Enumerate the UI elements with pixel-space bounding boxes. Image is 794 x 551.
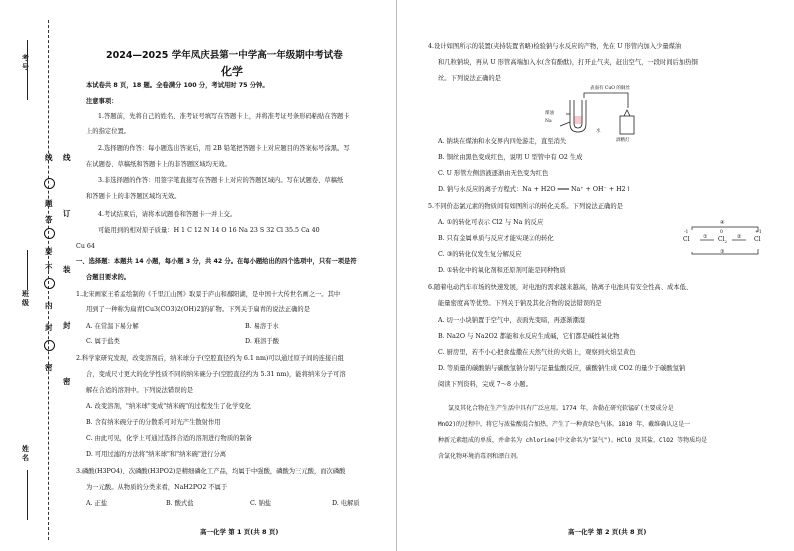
q2-option-c[interactable]: C. 由此可见，化学上可通过选择合适的溶剂进行物质的制备 — [86, 435, 253, 442]
seal-char: 密 — [45, 363, 53, 372]
note-line: 在试题卷、草稿纸和答题卡上的非答题区域均无效。 — [86, 161, 231, 168]
q1-option-d[interactable]: D. 难溶于酸 — [245, 338, 280, 345]
seal-char: 题 — [45, 199, 53, 208]
question-1-text: 用到了一种称为扁青[Cu3(CO3)2(OH)2]的矿物。下列关于扁青的说法正确的是 — [86, 306, 310, 313]
passage-line: MnO2)的过程中，将它与浓盐酸混合加热，产生了一种黄绿色气体。1810 年，戴维确认这是一 — [438, 421, 691, 428]
seal-char: 线 — [63, 153, 71, 162]
exam-info: 本试卷共 8 页，18 题。全卷满分 100 分，考试用时 75 分钟。 — [86, 82, 269, 89]
seal-char: 密 — [63, 377, 71, 386]
arrow-label-4: ④ — [720, 220, 725, 226]
xingming-label: 姓名 — [22, 445, 29, 462]
page-2-footer: 高一化学 第 2 页(共 8 页) — [568, 528, 647, 536]
species-cl-plus: Cl — [754, 236, 761, 243]
q4-option-c[interactable]: C. U 形管左侧溶液逐渐由无色变为红色 — [438, 170, 549, 177]
note-line: 1.答题前，先将自己的姓名、准考证号填写在答题卡上，并将准考证号条形码粘贴在答题卡 — [98, 113, 350, 120]
seal-char: 不 — [45, 263, 53, 272]
section-heading: 一、选择题：本题共 14 小题，每小题 3 分，共 42 分。在每小题给出的四个选项中，只有一项是符 — [76, 258, 357, 265]
oxidation-state-plus1: +1 — [755, 230, 762, 235]
q4-option-b[interactable]: B. 铜丝由黑色变成红色，说明 U 型管中有 O2 生成 — [438, 154, 583, 161]
note-line: 和答题卡上的非答题区域均无效。 — [86, 193, 181, 200]
kaohao-field[interactable] — [27, 40, 28, 100]
xingming-field[interactable] — [27, 470, 28, 520]
q3-option-d[interactable]: D. 电解质 — [332, 500, 360, 507]
seal-char: 要 — [45, 247, 53, 256]
seal-char: 内 — [45, 301, 53, 310]
seal-circle — [44, 278, 55, 289]
seal-char: 订 — [63, 209, 71, 218]
seal-circle — [44, 228, 55, 239]
q4-option-d[interactable]: D. 钠与水反应的离子方程式：Na + H2O ═══ Na⁺ + OH⁻ + H2↑ — [438, 186, 631, 193]
seal-char: 封 — [63, 321, 71, 330]
exam-title: 2024—2025 学年凤庆县第一中学高一年级期中考试卷 — [106, 50, 343, 61]
species-cl2: $Cl_2$ — [718, 236, 728, 245]
q3-option-b[interactable]: B. 酸式盐 — [166, 500, 194, 507]
seal-char: 答 — [45, 215, 53, 224]
passage-line: 种新元素组成的单质，并命名为 chlorine(中文命名为"氯气")。HClO 及其盐、ClO2 等物质均是 — [438, 437, 708, 444]
note-line: 2.选择题的作答：每小题选出答案后，用 2B 铅笔把答题卡上对应题目的答案标号涂黑。写 — [98, 145, 350, 152]
question-1-text: 1.北宋画家王希孟绘制的《千里江山图》取景于庐山和鄱阳湖，是中国十大传世名画之一。其中 — [76, 291, 341, 298]
kaohao-label: 考号 — [22, 54, 29, 71]
q6-option-c[interactable]: C. 厨房里，若不小心把食盐撒在天然气灶的火焰上，观察到火焰呈黄色 — [438, 349, 636, 356]
question-4-text: 和几粒钠块，再从 U 形管高端加入水(含有酚酞)，打开止气夹，赶出空气，一段时间后加热铜 — [438, 59, 698, 66]
q6-option-b[interactable]: B. Na2O 与 Na2O2 都能和水反应生成碱，它们都是碱性氧化物 — [438, 333, 620, 340]
arrow-label-2: ② — [737, 234, 742, 240]
q6-option-a[interactable]: A. 切一小块钠置于空气中，表面先变暗，再逐渐潮湿 — [438, 317, 586, 324]
passage-line: 氯及其化合物在生产生活中具有广泛应用。1774 年，舍勒在研究软锰矿(主要成分是 — [448, 405, 674, 412]
seal-circle — [44, 178, 55, 189]
seal-char: 线 — [45, 153, 53, 162]
figure-label-kerosene: 煤油 — [545, 111, 554, 116]
oxidation-state-minus1: -1 — [684, 230, 689, 235]
question-2-text: 解在合适的溶剂中。下列说法错误的是 — [86, 387, 194, 394]
subject-title: 化学 — [221, 65, 243, 78]
q5-option-b[interactable]: B. 只有金属单质与反应才能实现②的转化 — [438, 235, 554, 242]
question-4-text: 丝。下列说法正确的是 — [438, 75, 501, 82]
question-5-text: 5.不同价态氯元素的物质间有如图所示的转化关系。下列说法正确的是 — [428, 203, 623, 210]
arrow-label-3: ③ — [720, 249, 725, 255]
q3-option-c[interactable]: C. 钠盐 — [250, 500, 272, 507]
question-4-text: 4.设计如图所示的装置(夹持装置省略)检验钠与水反应的产物，先在 U 形管内加入少量煤油 — [428, 43, 682, 50]
question-3-text: 3.磷酸(H3PO4)、次磷酸(H3PO2)是精细磷化工产品，均属于中强酸，磷酸为三元酸，而次磷酸 — [76, 468, 346, 475]
figure-label-lamp: 酒精灯 — [616, 138, 630, 143]
note-line: 3.非选择题的作答：用签字笔直接写在答题卡上对应的答题区域内。写在试题卷、草稿纸 — [98, 177, 344, 184]
q1-option-a[interactable]: A. 在常温下易分解 — [86, 323, 139, 330]
banji-field[interactable] — [27, 250, 28, 290]
seal-char: 封 — [45, 323, 53, 332]
q1-option-b[interactable]: B. 易溶于水 — [245, 323, 279, 330]
q2-option-d[interactable]: D. 可用过滤的方法将"纳米球"和"纳米碗"进行分离 — [86, 451, 227, 458]
figure-label-na: Na — [545, 119, 552, 124]
passage-intro: 阅读下列资料，完成 7～8 小题。 — [438, 381, 532, 388]
q1-option-c[interactable]: C. 属于盐类 — [86, 338, 120, 345]
seal-char: 装 — [63, 265, 71, 274]
figure-label-copper: 表面有 CuO 的铜丝 — [590, 86, 630, 91]
apparatus-figure — [540, 88, 635, 138]
seal-circle — [44, 340, 55, 351]
q2-option-b[interactable]: B. 含有纳米碗分子的分散系可对光产生散射作用 — [86, 419, 221, 426]
figure-label-water: 水 — [596, 129, 601, 134]
passage-line: 含氯化物环境消毒剂和漂白剂。 — [438, 453, 523, 460]
question-2-text: 合，变成尺寸更大的化学性质不同的纳米碗分子(空腔直径约为 5.31 nm)，能将纳米分子可溶 — [86, 371, 346, 378]
question-6-text: 能量密度高等优势。下列关于钠及其化合物的说法错误的是 — [438, 300, 602, 307]
q5-option-d[interactable]: D. ①转化中的氧化剂和还原剂可能是同种物质 — [438, 267, 566, 274]
question-2-text: 2.科学家研究发现，改变溶剂后，纳米球分子(空腔直径约为 6.1 nm)可以通过原子间的连接自组 — [76, 355, 344, 362]
note-line: Cu 64 — [76, 243, 95, 250]
banji-label: 班级 — [22, 290, 29, 307]
species-cl-minus: Cl — [683, 236, 690, 243]
note-line: 4.考试结束后，请将本试题卷和答题卡一并上交。 — [98, 211, 237, 218]
q5-option-a[interactable]: A. ①的转化可表示 Cl2 与 Na 的反应 — [438, 219, 544, 226]
q5-option-c[interactable]: C. ③的转化仅发生复分解反应 — [438, 251, 522, 258]
arrow-label-1: ① — [703, 234, 708, 240]
notes-title: 注意事项： — [86, 98, 118, 105]
q6-option-d[interactable]: D. 等质量的碳酸钠与碳酸氢钠分别与足量盐酸反应，碳酸钠生成 CO2 的量少于碳酸氢钠 — [438, 365, 686, 372]
question-6-text: 6.随着电动汽车市场的快速发展，对电池的需求越来越高，钠离子电池具有安全性高、成本低、 — [428, 284, 693, 291]
note-line: 上的指定位置。 — [86, 128, 131, 135]
page-divider — [396, 0, 397, 551]
page-1-footer: 高一化学 第 1 页(共 8 页) — [200, 528, 279, 536]
section-heading: 合题目要求的。 — [86, 274, 131, 281]
q4-option-a[interactable]: A. 钠块在煤油和水交界内四处游走，直至消失 — [438, 138, 567, 145]
q2-option-a[interactable]: A. 改变溶剂，"纳米球"变成"纳米碗"的过程发生了化学变化 — [86, 403, 251, 410]
question-3-text: 为一元酸。从物质的分类来看，NaH2PO2 不属于 — [86, 484, 228, 491]
note-line: 可能用到的相对原子质量：H 1 C 12 N 14 O 16 Na 23 S 32 Cl 35.5 Ca 40 — [98, 227, 320, 234]
q3-option-a[interactable]: A. 正盐 — [86, 500, 108, 507]
oxidation-state-zero: 0 — [720, 230, 723, 235]
